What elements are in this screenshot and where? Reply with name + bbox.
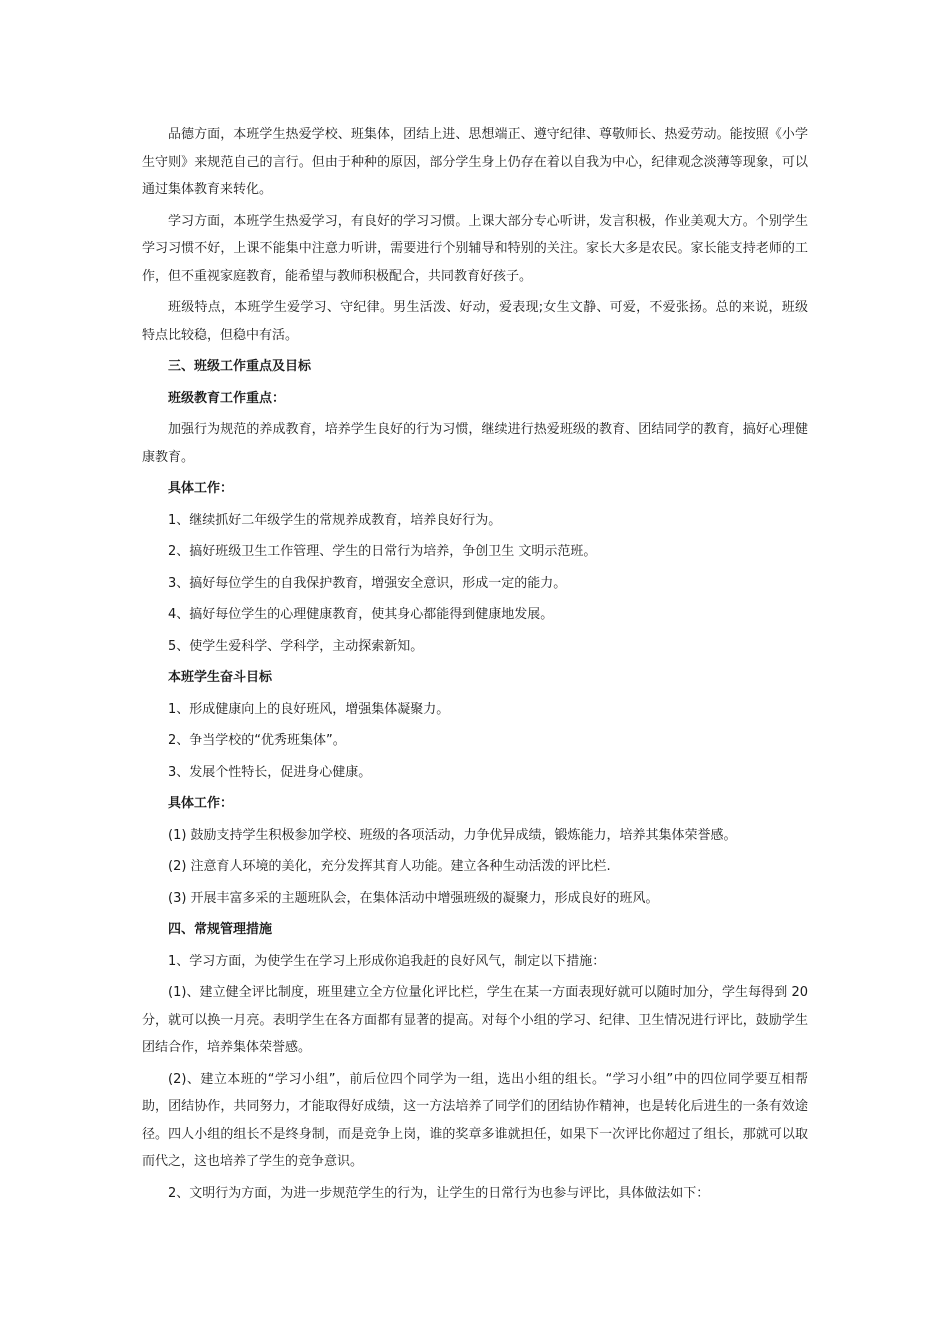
list-item-goal-3: 3、发展个性特长，促进身心健康。 xyxy=(168,764,372,780)
subheading-specific-work-1: 具体工作： xyxy=(168,481,234,496)
list-item-work-2: 2、搞好班级卫生工作管理、学生的日常行为培养，争创卫生 文明示范班。 xyxy=(168,544,597,559)
paragraph-class-features: 班级特点，本班学生爱学习、守纪律。男生活泼、好动，爱表现;女生文静、可爱，不爱张扬。总的来说，班级特点比较稳，但稳中有活。 xyxy=(142,300,808,343)
list-item-goal-1: 1、形成健康向上的良好班风，增强集体凝聚力。 xyxy=(168,701,450,717)
paragraph-study-groups: (2)、建立本班的“学习小组”，前后位四个同学为一组，选出小组的组长。“学习小组”中的四位同学要互相帮助，团结协作，共同努力，才能取得好成绩，这一方法培养了同学们的团结协作精神，也是转化后进生的一条有效途径。四人小组的组长不是终身制，而是竞争上岗，谁的奖章多谁就担任，如果下一次评比你超过了组长，那就可以取而代之，这也培养了学生的竞争意识。 xyxy=(142,1071,808,1169)
subheading-goals: 本班学生奋斗目标 xyxy=(168,670,273,685)
list-item-activity-3: (3) 开展丰富多采的主题班队会，在集体活动中增强班级的凝聚力，形成良好的班风。 xyxy=(168,890,659,906)
document-body xyxy=(142,121,808,1211)
list-item-work-1: 1、继续抓好二年级学生的常规养成教育，培养良好行为。 xyxy=(168,512,502,528)
list-item-activity-2: (2) 注意育人环境的美化，充分发挥其育人功能。建立各种生动活泼的评比栏. xyxy=(168,859,611,874)
paragraph-education-focus: 加强行为规范的养成教育，培养学生良好的行为习惯，继续进行热爱班级的教育、团结同学的教育，搞好心理健康教育。 xyxy=(142,422,808,465)
subheading-specific-work-2: 具体工作： xyxy=(168,796,234,811)
list-item-work-3: 3、搞好每位学生的自我保护教育，增强安全意识，形成一定的能力。 xyxy=(168,575,567,591)
paragraph-civil-behavior: 2、文明行为方面，为进一步规范学生的行为，让学生的日常行为也参与评比，具体做法如下： xyxy=(168,1185,710,1201)
list-item-goal-2: 2、争当学校的“优秀班集体”。 xyxy=(168,733,346,748)
paragraph-study: 学习方面，本班学生热爱学习，有良好的学习习惯。上课大部分专心听讲，发言积极，作业美观大方。个别学生学习习惯不好，上课不能集中注意力听讲，需要进行个别辅导和特别的关注。家长大多是农民。家长能支持老师的工作，但不重视家庭教育，能希望与教师积极配合，共同教育好孩子。 xyxy=(142,213,808,284)
list-item-activity-1: (1) 鼓励支持学生积极参加学校、班级的各项活动，力争优异成绩，锻炼能力，培养其集体荣誉感。 xyxy=(168,827,737,843)
paragraph-moral: 品德方面，本班学生热爱学校、班集体，团结上进、思想端正、遵守纪律、尊敬师长、热爱劳动。能按照《小学生守则》来规范自己的言行。但由于种种的原因，部分学生身上仍存在着以自我为中心，纪律观念淡薄等现象，可以通过集体教育来转化。 xyxy=(142,127,808,197)
section-heading-4: 四、常规管理措施 xyxy=(168,922,273,937)
subheading-education-focus: 班级教育工作重点： xyxy=(168,390,286,406)
paragraph-study-measures: 1、学习方面，为使学生在学习上形成你追我赶的良好风气，制定以下措施： xyxy=(168,953,606,969)
paragraph-evaluation-system: (1)、建立健全评比制度，班里建立全方位量化评比栏，学生在某一方面表现好就可以随时加分，学生每得到 20 分，就可以换一月亮。表明学生在各方面都有显著的提高。对每个小组的学习、纪律、卫生情况进行评比，鼓励学生团结合作，培养集体荣誉感。 xyxy=(142,985,808,1055)
section-heading-3: 三、班级工作重点及目标 xyxy=(168,359,312,374)
list-item-work-4: 4、搞好每位学生的心理健康教育，使其身心都能得到健康地发展。 xyxy=(168,607,554,622)
list-item-work-5: 5、使学生爱科学、学科学，主动探索新知。 xyxy=(168,638,424,654)
